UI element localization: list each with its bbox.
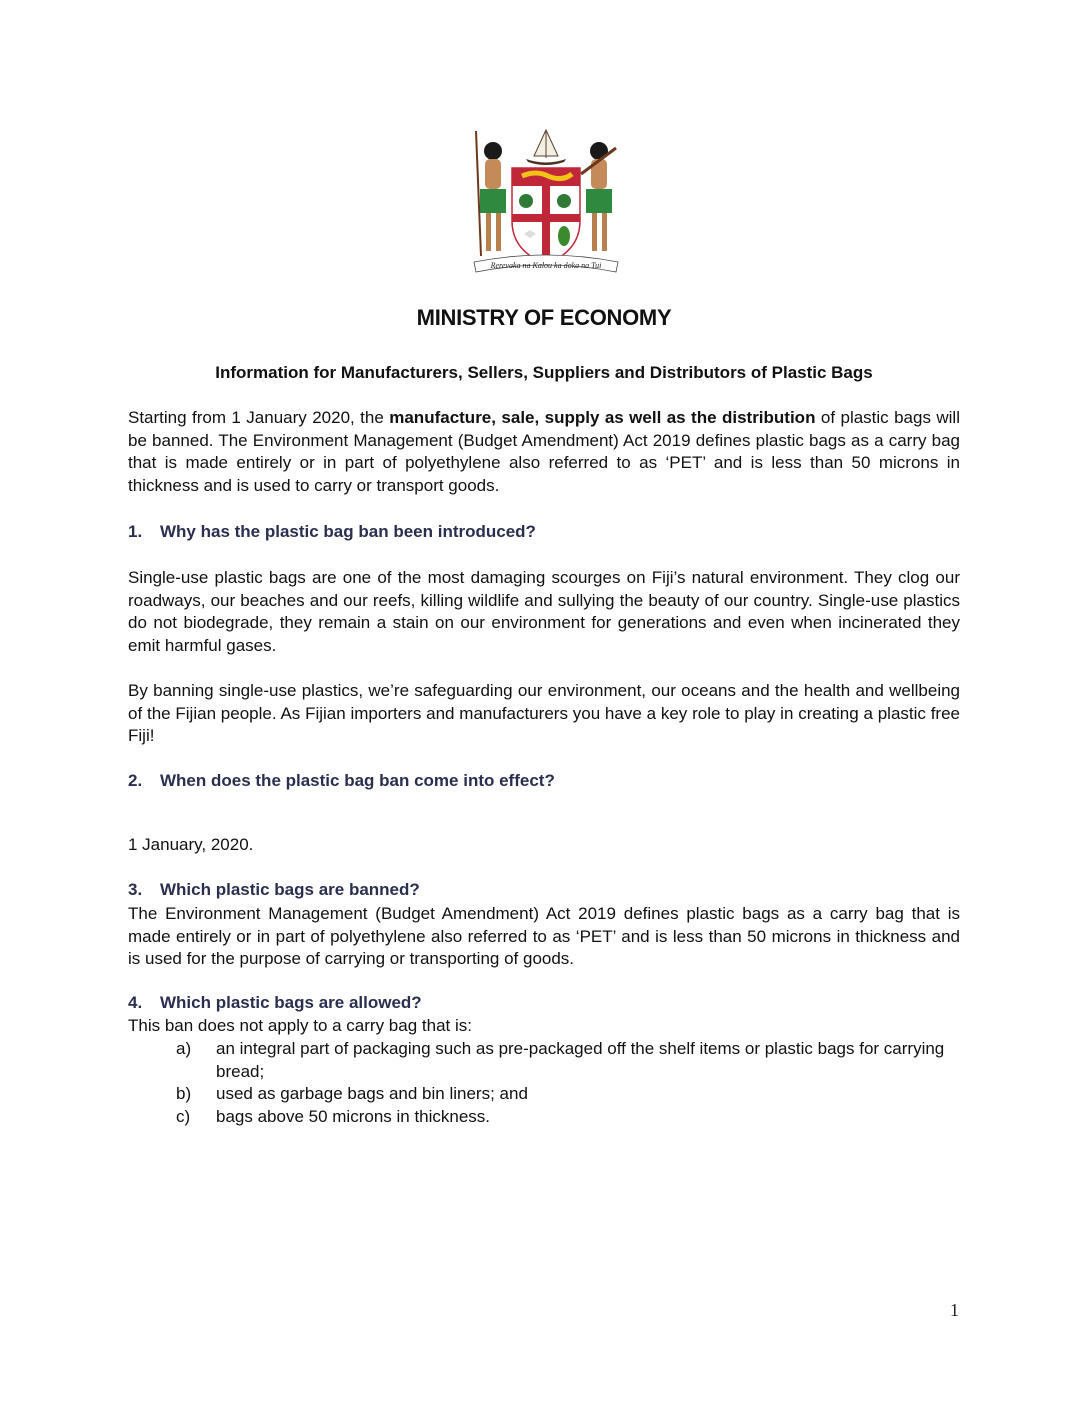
intro-text-2: of plastic bags will be banned. The Environment Management (Budget Amendment) Act 2019 defines plastic bags as a carry bag that is made entirely or in part of polyethylene also referred to as ‘PET’ and is less than 50 microns in thickness and is used to carry or transport goods. — [128, 408, 960, 495]
section-heading-text: When does the plastic bag ban come into effect? — [160, 771, 555, 790]
section-2-heading — [128, 771, 555, 791]
section-3-paragraph: The Environment Management (Budget Amendment) Act 2019 defines plastic bags as a carry bag that is made entirely or in part of polyethylene also referred to as ‘PET’ and is less than 50 microns in thickness and is used for the purpose of carrying or transporting of goods. — [128, 904, 960, 968]
allowed-bags-list — [176, 1038, 960, 1128]
section-4-paragraph: This ban does not apply to a carry bag that is: — [128, 1016, 472, 1035]
section-1-heading — [128, 522, 536, 542]
intro-bold-text: manufacture, sale, supply as well as the distribution — [389, 408, 816, 427]
list-marker: c) — [176, 1106, 191, 1126]
page-subtitle: Information for Manufacturers, Sellers, Suppliers and Distributors of Plastic Bags — [215, 363, 873, 382]
section-number: 4. — [128, 993, 143, 1012]
section-heading-text: Which plastic bags are banned? — [160, 880, 420, 899]
intro-paragraph — [128, 407, 960, 497]
list-item — [176, 1038, 960, 1083]
section-1-paragraph-2: By banning single-use plastics, we’re safeguarding our environment, our oceans and the health and wellbeing of the Fijian people. As Fijian importers and manufacturers you have a key role to play in creating a plastic free Fiji! — [128, 681, 960, 745]
section-3-heading — [128, 880, 420, 900]
section-heading-text: Why has the plastic bag ban been introduced? — [160, 522, 536, 541]
section-number: 3. — [128, 880, 143, 899]
page-number: 1 — [950, 1300, 959, 1320]
section-number: 2. — [128, 771, 143, 790]
section-4-heading — [128, 993, 422, 1013]
intro-text-1: Starting from 1 January 2020, the — [128, 408, 390, 427]
list-marker: b) — [176, 1084, 192, 1103]
list-marker: a) — [176, 1039, 192, 1058]
section-2-paragraph: 1 January, 2020. — [128, 835, 254, 854]
crest-motto: Rerevaka na Kalou ka doka na Tui — [490, 261, 602, 270]
fiji-coat-of-arms-icon — [466, 126, 626, 276]
section-heading-text: Which plastic bags are allowed? — [160, 993, 422, 1012]
list-item — [176, 1083, 960, 1106]
section-number: 1. — [128, 522, 143, 541]
list-item-text: an integral part of packaging such as pre-packaged off the shelf items or plastic bags for carrying bread; — [216, 1039, 945, 1081]
section-1-paragraph-1: Single-use plastic bags are one of the most damaging scourges on Fiji’s natural environment. They clog our roadways, our beaches and our reefs, killing wildlife and sullying the beauty of our country. Single-use plastics do not biodegrade, they remain a stain on our environment for generations and even when incinerated they emit harmful gases. — [128, 568, 960, 655]
list-item-text: used as garbage bags and bin liners; and — [216, 1084, 528, 1103]
list-item-text: bags above 50 microns in thickness. — [216, 1106, 491, 1126]
page-title: MINISTRY OF ECONOMY — [416, 305, 672, 330]
list-item — [176, 1106, 960, 1129]
